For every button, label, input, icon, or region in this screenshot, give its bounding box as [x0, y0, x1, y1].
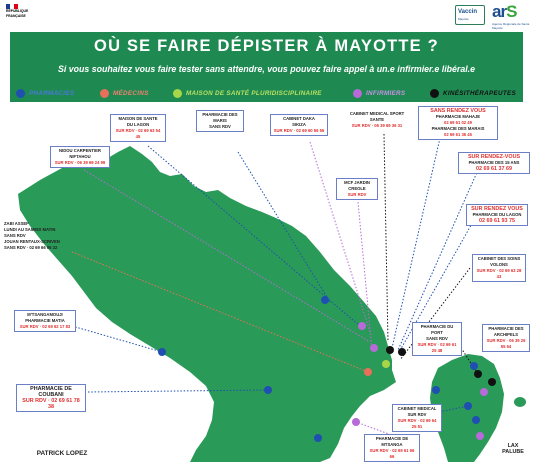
- label-sans-rdv-pharmacies: [418, 106, 498, 140]
- label-rdv: SUR RDV · 06 39 26 55 54: [486, 338, 526, 349]
- label-line: ZABI ASSEF: [4, 221, 29, 226]
- nurse-dot-icon: [353, 89, 362, 98]
- label-rdv: SUR RDV · 02 69 61 78 38: [22, 398, 80, 410]
- label-line: PATRICK LOPEZ: [36, 450, 88, 457]
- label-line: LAX PALUBE: [502, 443, 524, 455]
- label-rdv: SUR RDV · 02 69 63 28 43: [476, 268, 522, 279]
- republic-text-2: FRANÇAISE: [6, 13, 26, 18]
- label-cabinet-medical: [392, 404, 442, 432]
- legend: [10, 86, 523, 102]
- label-line: PHARMACIE DES 15 ANS: [468, 160, 520, 165]
- label-pharmacie-maris: [196, 110, 244, 132]
- health-house-dot-icon: [173, 89, 182, 98]
- label-line: SUR RDV: [407, 412, 427, 417]
- legend-label: MÉDECINS: [113, 90, 149, 97]
- physio-marker: [398, 348, 406, 356]
- legend-label: KINÉSITHÉRAPEUTES: [443, 90, 516, 97]
- vaccin-mayotte-logo: [455, 5, 485, 25]
- label-line: LUNDI AU SAMEDI MATIN: [4, 227, 56, 232]
- label-line: PHARMACIE DU LAGON: [472, 212, 522, 217]
- pharmacy-marker: [264, 386, 272, 394]
- vaccin-label: Vaccin: [458, 9, 478, 15]
- legend-label: INFIRMIERS: [366, 90, 406, 97]
- nurse-marker: [480, 388, 488, 396]
- label-rdv: SUR RDV: [347, 192, 367, 197]
- label-rdv: SUR RDV · 02 69 61 66 66: [369, 448, 415, 459]
- label-line: MAISON DE SANTE: [118, 116, 158, 121]
- connector-line: [392, 138, 440, 348]
- label-pharmacie-matia: [14, 310, 76, 332]
- label-pharmacie-lagon: [466, 204, 528, 226]
- label-pharmacie-archipels: [482, 324, 530, 352]
- label-pharmacie-mtsanga: [364, 434, 420, 462]
- islet: [514, 397, 526, 407]
- label-rdv: SUR RENDEZ VOUS: [471, 206, 523, 212]
- label-line: PHARMACIE DE: [30, 386, 72, 392]
- pharmacy-marker: [470, 362, 478, 370]
- pharmacy-marker: [158, 348, 166, 356]
- label-line: MCF JARDIN: [344, 180, 370, 185]
- pharmacy-marker: [472, 416, 480, 424]
- label-line: PHARMACIE MAHAJE: [435, 114, 481, 119]
- label-rdv: SANS RENDEZ VOUS: [430, 108, 486, 114]
- pharmacy-marker: [432, 386, 440, 394]
- label-line: VOLONS: [490, 262, 508, 267]
- legend-item-infirmiers: [353, 89, 405, 98]
- nurse-marker: [352, 418, 360, 426]
- label-rdv: SUR RDV · 06 39 69 24 99: [54, 160, 106, 165]
- legend-label: MAISON DE SANTÉ PLURIDISCIPLINAIRE: [186, 90, 322, 97]
- nurse-marker: [358, 322, 366, 330]
- label-nidou-carpentier: [50, 146, 110, 168]
- label-rdv: SUR RDV · 02 69 61 25 48: [417, 342, 457, 353]
- label-pharmacie-coubani: [16, 384, 86, 412]
- label-zabi-assef: [2, 220, 74, 252]
- label-line: PHARMACIE MATIA: [25, 318, 65, 323]
- label-line: CABINET DES SOINS: [477, 256, 521, 261]
- label-cabinet-sport: [344, 110, 410, 130]
- physio-marker: [474, 370, 482, 378]
- label-rdv: SUR RDV · 02 69 62 17 83: [19, 324, 71, 329]
- label-pharmacie-15-ans: [458, 152, 530, 174]
- label-maison-sante-lagon: [110, 114, 166, 142]
- label-line: COUBANI: [38, 392, 64, 398]
- label-phone: 02 69 61 93 75: [479, 218, 515, 224]
- nurse-marker: [476, 432, 484, 440]
- ars-label: ar: [492, 2, 507, 21]
- nurse-marker: [370, 344, 378, 352]
- pharmacy-marker: [321, 296, 329, 304]
- vaccin-sub: Mayotte: [458, 17, 469, 21]
- republique-francaise-logo: [6, 4, 34, 26]
- label-lax-palube: [496, 442, 530, 456]
- republic-text-1: RÉPUBLIQUE: [6, 9, 29, 13]
- ars-s: S: [506, 2, 517, 21]
- label-line: PHARMACIE DES: [202, 112, 238, 117]
- ars-logo: [492, 2, 532, 28]
- legend-item-kine: [430, 89, 516, 98]
- label-line: PHARMACIE DU PORT: [420, 324, 454, 335]
- label-patrick-lopez: [30, 450, 94, 458]
- label-rdv: SUR RDV · 02 69 60 56 55: [273, 128, 325, 133]
- pharmacy-dot-icon: [16, 89, 25, 98]
- legend-item-pharmacies: [16, 89, 74, 98]
- mayotte-map: [0, 102, 534, 462]
- label-line: DU LAGON: [126, 122, 150, 127]
- label-line: NIFTAHOU: [69, 154, 91, 159]
- label-rdv: SUR RENDEZ-VOUS: [467, 154, 521, 160]
- health-house-marker: [382, 360, 390, 368]
- legend-item-medecins: [100, 89, 149, 98]
- physio-dot-icon: [430, 89, 439, 98]
- label-line: SANS RDV: [426, 336, 448, 341]
- physio-marker: [386, 346, 394, 354]
- connector-line: [384, 134, 388, 342]
- label-line: CABINET DAKA: [283, 116, 315, 121]
- ars-sub: Agence Régionale de Santé Mayotte: [492, 22, 530, 30]
- label-line: M'TSANGAMOUJI: [27, 312, 63, 317]
- label-phone: 02 69 61 37 69: [476, 166, 512, 172]
- label-line: PHARMACIE DES: [488, 326, 524, 331]
- label-rdv: SUR RDV · 02 69 64 25 51: [397, 418, 437, 429]
- label-cabinet-volons: [472, 254, 526, 282]
- label-line: CABINET MEDICAL: [397, 406, 437, 411]
- label-rdv: SUR RDV · 06 39 69 36 31: [351, 123, 403, 128]
- top-logo-bar: [0, 0, 534, 30]
- label-cabinet-daka: [270, 114, 328, 136]
- label-line: CREOLE: [348, 186, 366, 191]
- label-line: JOUAN RENTAUX-SCRIVEN: [4, 239, 60, 244]
- label-mcf-jardin: [336, 178, 378, 200]
- label-pharmacie-port: [412, 322, 462, 356]
- label-rdv: SUR RDV · 02 69 63 54 45: [115, 128, 161, 139]
- label-line: SANS RDV: [209, 124, 231, 129]
- label-line: MARIS: [213, 118, 227, 123]
- page-title: OÙ SE FAIRE DÉPISTER À MAYOTTE ?: [94, 37, 439, 55]
- label-line: SANS RDV · 02 69 66 05 32: [4, 245, 58, 250]
- doctor-dot-icon: [100, 89, 109, 98]
- label-line: CABINET MEDICAL SPORT SANTE: [349, 111, 405, 122]
- label-line: SIKIZA: [292, 122, 306, 127]
- label-line: NIDOU CARPENTIER: [59, 148, 101, 153]
- title-banner: [10, 32, 523, 86]
- pharmacy-marker: [314, 434, 322, 442]
- legend-label: PHARMACIES: [29, 90, 75, 97]
- label-line: SANS RDV: [4, 233, 26, 238]
- label-line: ARCHIPELS: [493, 332, 519, 337]
- page-subtitle: Si vous souhaitez vous faire tester sans attendre, vous pouvez faire appel à un.e infirmier.e libéral.e: [57, 64, 475, 74]
- label-phone: 02 69 61 36 45: [444, 132, 472, 137]
- legend-item-msp: [173, 89, 322, 98]
- pharmacy-marker: [464, 402, 472, 410]
- label-line: PHARMACIE DES MARAIS: [431, 126, 485, 131]
- doctor-marker: [364, 368, 372, 376]
- label-line: PHARMACIE DE MTSANGA: [375, 436, 409, 447]
- physio-marker: [488, 378, 496, 386]
- label-phone: 02 69 61 02 49: [444, 120, 472, 125]
